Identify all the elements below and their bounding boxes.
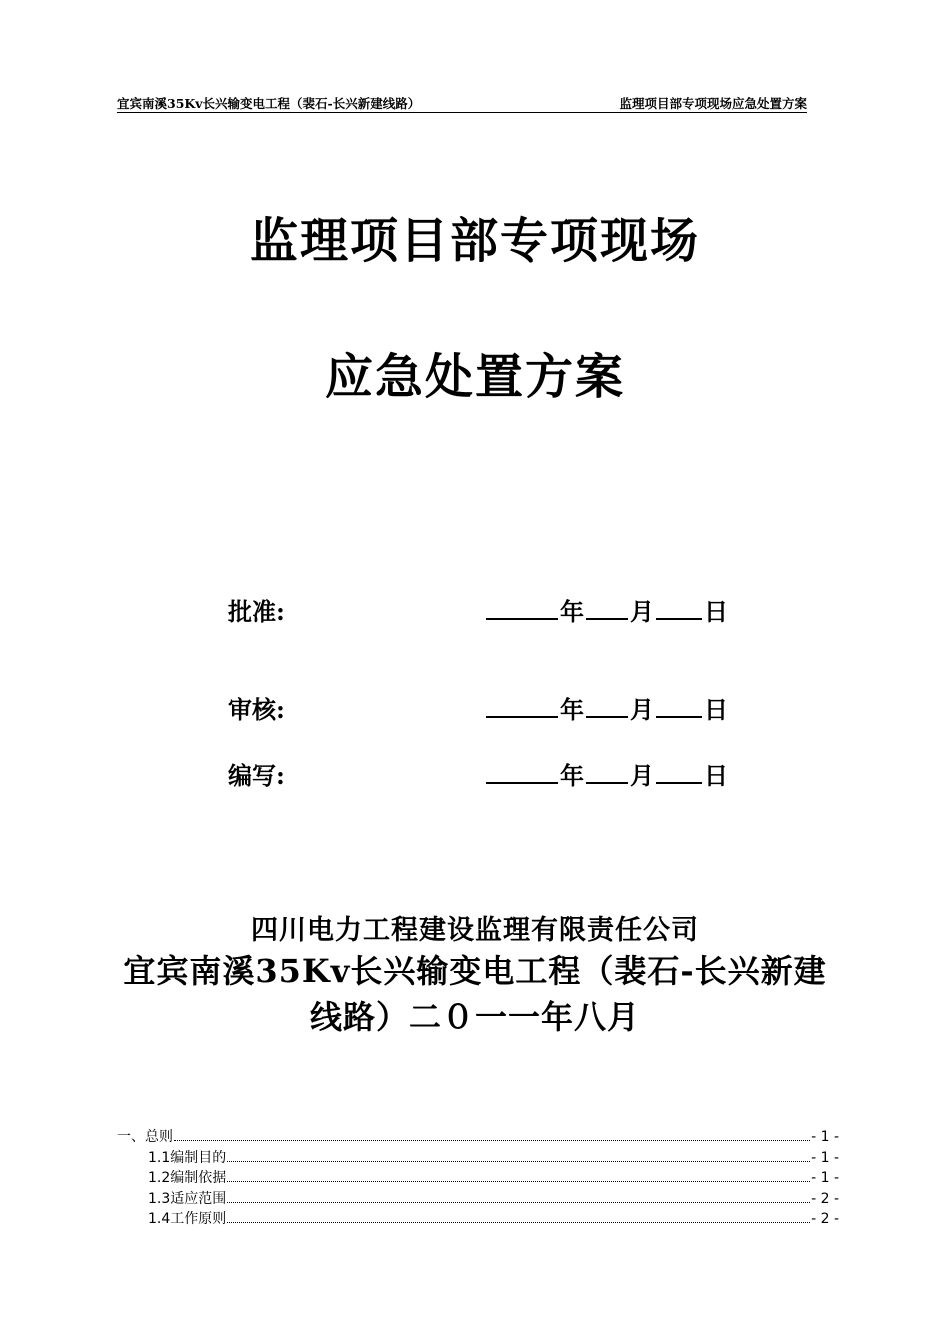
month-blank — [586, 696, 628, 718]
year-blank — [486, 762, 558, 784]
header-document-title: 监理项目部专项现场应急处置方案 — [619, 96, 807, 111]
project-and-date: 宜宾南溪35Kv长兴输变电工程（裴石-长兴新建线路）二０一一年八月 — [123, 952, 827, 1036]
toc-entry[interactable] — [117, 1167, 839, 1188]
month-unit: 月 — [630, 597, 654, 626]
toc-leader-dots — [227, 1211, 810, 1223]
day-unit: 日 — [704, 761, 728, 790]
signoff-date — [486, 756, 730, 791]
month-blank — [586, 762, 628, 784]
toc-leader-dots — [227, 1150, 810, 1162]
toc-entry[interactable] — [117, 1188, 839, 1209]
toc-entry-title: 1.2编制依据 — [148, 1170, 227, 1186]
signoff-review-row — [228, 690, 728, 724]
signoff-date — [486, 690, 730, 725]
running-header — [117, 92, 807, 113]
toc-entry-title: 1.3适应范围 — [148, 1190, 227, 1207]
toc-entry-title: 1.4工作原则 — [148, 1211, 227, 1227]
toc-page-number: - 1 - — [811, 1129, 839, 1145]
document-title-line-2: 应急处置方案 — [324, 349, 625, 405]
toc-page-number: - 2 - — [811, 1190, 839, 1207]
document-title-line-1: 监理项目部专项现场 — [249, 213, 700, 269]
day-unit: 日 — [704, 695, 728, 724]
signoff-author-row — [228, 756, 728, 790]
toc-entry-title: 一、总则 — [117, 1129, 173, 1145]
year-unit: 年 — [560, 695, 584, 724]
day-blank — [656, 762, 702, 784]
month-unit: 月 — [630, 695, 654, 724]
month-unit: 月 — [630, 761, 654, 790]
toc-entry[interactable] — [117, 1147, 839, 1168]
toc-leader-dots — [227, 1170, 810, 1182]
company-name: 四川电力工程建设监理有限责任公司 — [251, 915, 699, 946]
table-of-contents — [117, 1126, 839, 1229]
signoff-label: 编写: — [228, 761, 285, 790]
toc-leader-dots — [174, 1129, 810, 1141]
signoff-label: 批准: — [228, 597, 285, 626]
day-unit: 日 — [704, 597, 728, 626]
day-blank — [656, 696, 702, 718]
day-blank — [656, 598, 702, 620]
year-blank — [486, 598, 558, 620]
toc-page-number: - 1 - — [811, 1170, 839, 1186]
toc-entry[interactable] — [117, 1208, 839, 1229]
toc-leader-dots — [227, 1191, 810, 1203]
header-project-title: 宜宾南溪35Kv长兴输变电工程（裴石-长兴新建线路） — [117, 96, 421, 111]
signoff-label: 审核: — [228, 695, 285, 724]
year-blank — [486, 696, 558, 718]
signoff-approve-row — [228, 592, 728, 626]
toc-page-number: - 1 - — [811, 1149, 839, 1166]
year-unit: 年 — [560, 761, 584, 790]
toc-page-number: - 2 - — [811, 1211, 839, 1227]
toc-entry-title: 1.1编制目的 — [148, 1149, 227, 1166]
month-blank — [586, 598, 628, 620]
toc-entry[interactable] — [117, 1126, 839, 1147]
signoff-date — [486, 592, 730, 627]
year-unit: 年 — [560, 597, 584, 626]
